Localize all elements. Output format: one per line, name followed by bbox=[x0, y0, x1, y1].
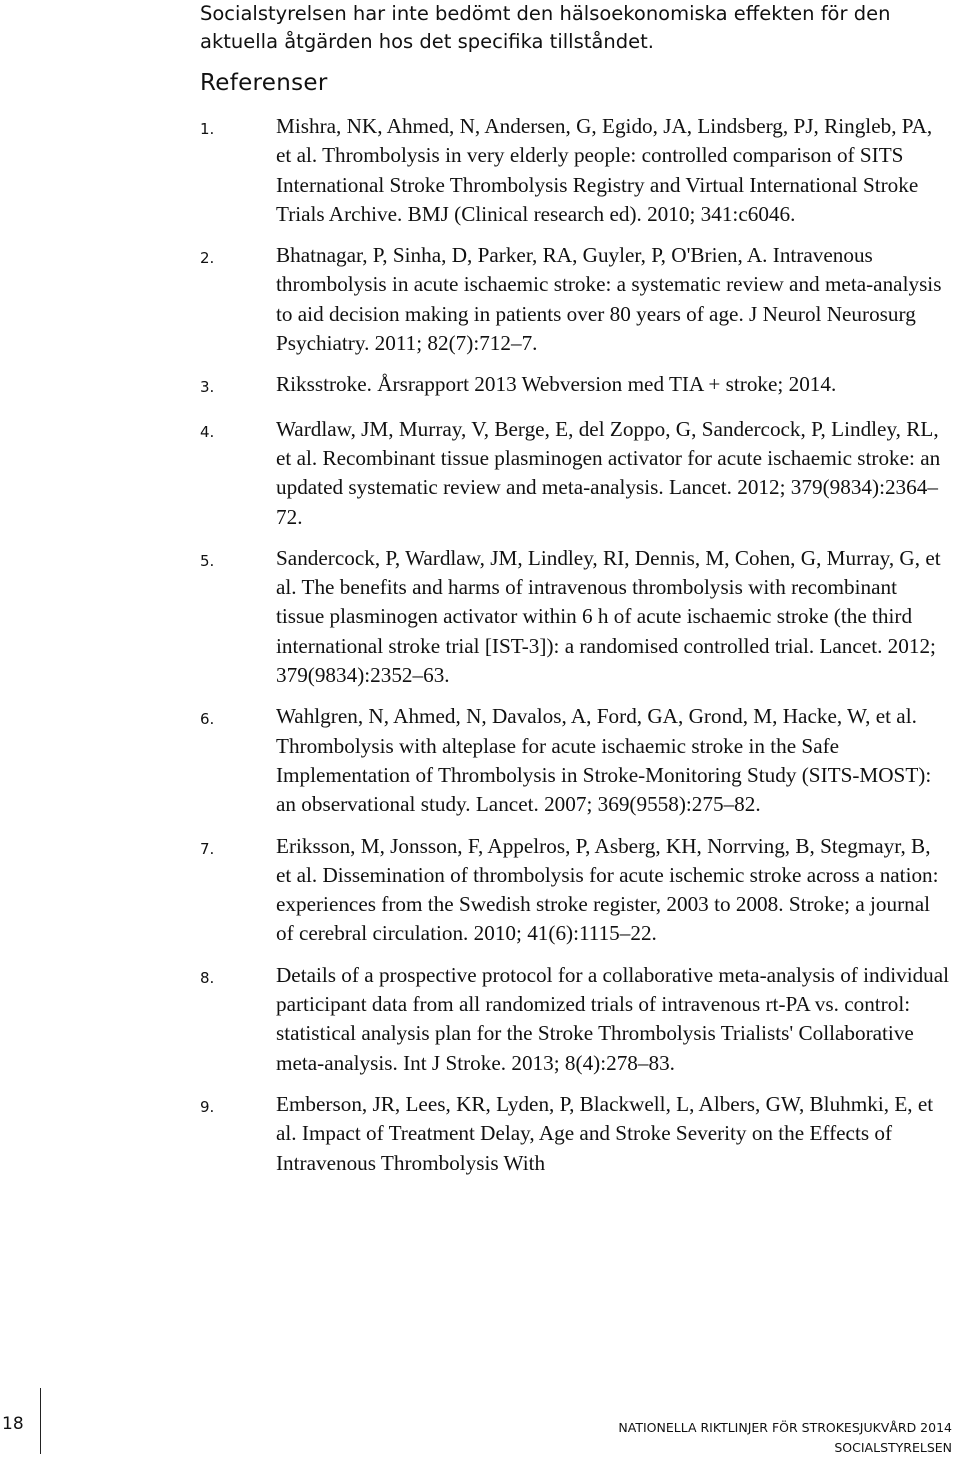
reference-text: Wahlgren, N, Ahmed, N, Davalos, A, Ford, GA, Grond, M, Hacke, W, et al. Thrombolysis with alteplase for acute ischaemic stroke in the Safe Implementation of Thrombolysis in Stroke-Monitoring Study (SITS-MOST): an observational study. Lancet. 2007; 369(9558):275–82. bbox=[276, 704, 932, 817]
reference-text: Wardlaw, JM, Murray, V, Berge, E, del Zoppo, G, Sandercock, P, Lindley, RL, et al. Recombinant tissue plasminogen activator for acute ischaemic stroke: an updated systematic review and meta-analysis. Lancet. 2012; 379(9834):2364–72. bbox=[276, 416, 941, 529]
reference-item bbox=[200, 544, 950, 690]
reference-text: Emberson, JR, Lees, KR, Lyden, P, Blackwell, L, Albers, GW, Bluhmki, E, et al. Impact of Treatment Delay, Age and Stroke Severity on the Effects of Intravenous Thrombolysis With bbox=[276, 1091, 934, 1175]
reference-text: Bhatnagar, P, Sinha, D, Parker, RA, Guyler, P, O'Brien, A. Intravenous thrombolysis in acute ischaemic stroke: a systematic review and meta-analysis to aid decision making in patients over 80 years of age. J Neurol Neurosurg Psychiatry. 2011; 82(7):712–7. bbox=[276, 243, 942, 356]
reference-number: 7. bbox=[200, 839, 215, 858]
reference-item bbox=[200, 112, 950, 229]
reference-item bbox=[200, 241, 950, 358]
reference-item bbox=[200, 415, 950, 532]
reference-number: 5. bbox=[200, 551, 215, 570]
reference-number: 2. bbox=[200, 249, 215, 268]
page-number: 18 bbox=[2, 1414, 24, 1434]
reference-number: 4. bbox=[200, 422, 215, 441]
reference-item bbox=[200, 370, 950, 402]
reference-item bbox=[200, 961, 950, 1078]
reference-number: 6. bbox=[200, 710, 215, 729]
reference-text: Sandercock, P, Wardlaw, JM, Lindley, RI, Dennis, M, Cohen, G, Murray, G, et al. The benefits and harms of intravenous thrombolysis with recombinant tissue plasminogen activator within 6 h of acute ischaemic stroke (the third international stroke trial [IST-3]): a randomised controlled trial. Lancet. 2012; 379(9834):2352–63. bbox=[276, 545, 941, 688]
references-heading: Referenser bbox=[200, 70, 328, 96]
reference-list bbox=[200, 112, 950, 1190]
reference-text: Riksstroke. Årsrapport 2013 Webversion med TIA + stroke; 2014. bbox=[276, 372, 837, 397]
footer-publisher: SOCIALSTYRELSEN bbox=[834, 1440, 952, 1455]
reference-text: Eriksson, M, Jonsson, F, Appelros, P, Asberg, KH, Norrving, B, Stegmayr, B, et al. Dissemination of thrombolysis for acute ischemic stroke across a nation: experiences from the Swedish stroke register, 2003 to 2008. Stroke; a journal of cerebral circulation. 2010; 41(6):1115–22. bbox=[276, 833, 939, 946]
reference-number: 9. bbox=[200, 1097, 215, 1116]
reference-item bbox=[200, 1090, 950, 1178]
reference-number: 8. bbox=[200, 968, 215, 987]
reference-text: Mishra, NK, Ahmed, N, Andersen, G, Egido, JA, Lindsberg, PJ, Ringleb, PA, et al. Thrombolysis in very elderly people: controlled comparison of SITS International Stroke Thrombolysis Registry and Virtual International Stroke Trials Archive. BMJ (Clinical research ed). 2010; 341:c6046. bbox=[276, 114, 933, 226]
footer-title bbox=[618, 1418, 952, 1458]
reference-text: Details of a prospective protocol for a collaborative meta-analysis of individual participant data from all randomized trials of intravenous rt-PA vs. control: statistical analysis plan for the Stroke Thrombolysis Trialists' Collaborative meta-analysis. Int J Stroke. 2013; 8(4):278–83. bbox=[276, 962, 950, 1075]
intro-paragraph: Socialstyrelsen har inte bedömt den hälsoekonomiska effekten för den aktuella åtgärden hos det specifika tillståndet. bbox=[200, 2, 891, 53]
reference-number: 1. bbox=[200, 120, 215, 138]
reference-item bbox=[200, 832, 950, 949]
reference-number: 3. bbox=[200, 378, 215, 397]
reference-item bbox=[200, 702, 950, 819]
footer-title-line: NATIONELLA RIKTLINJER FÖR STROKESJUKVÅRD 2014 bbox=[618, 1420, 952, 1435]
footer-divider bbox=[40, 1388, 41, 1454]
